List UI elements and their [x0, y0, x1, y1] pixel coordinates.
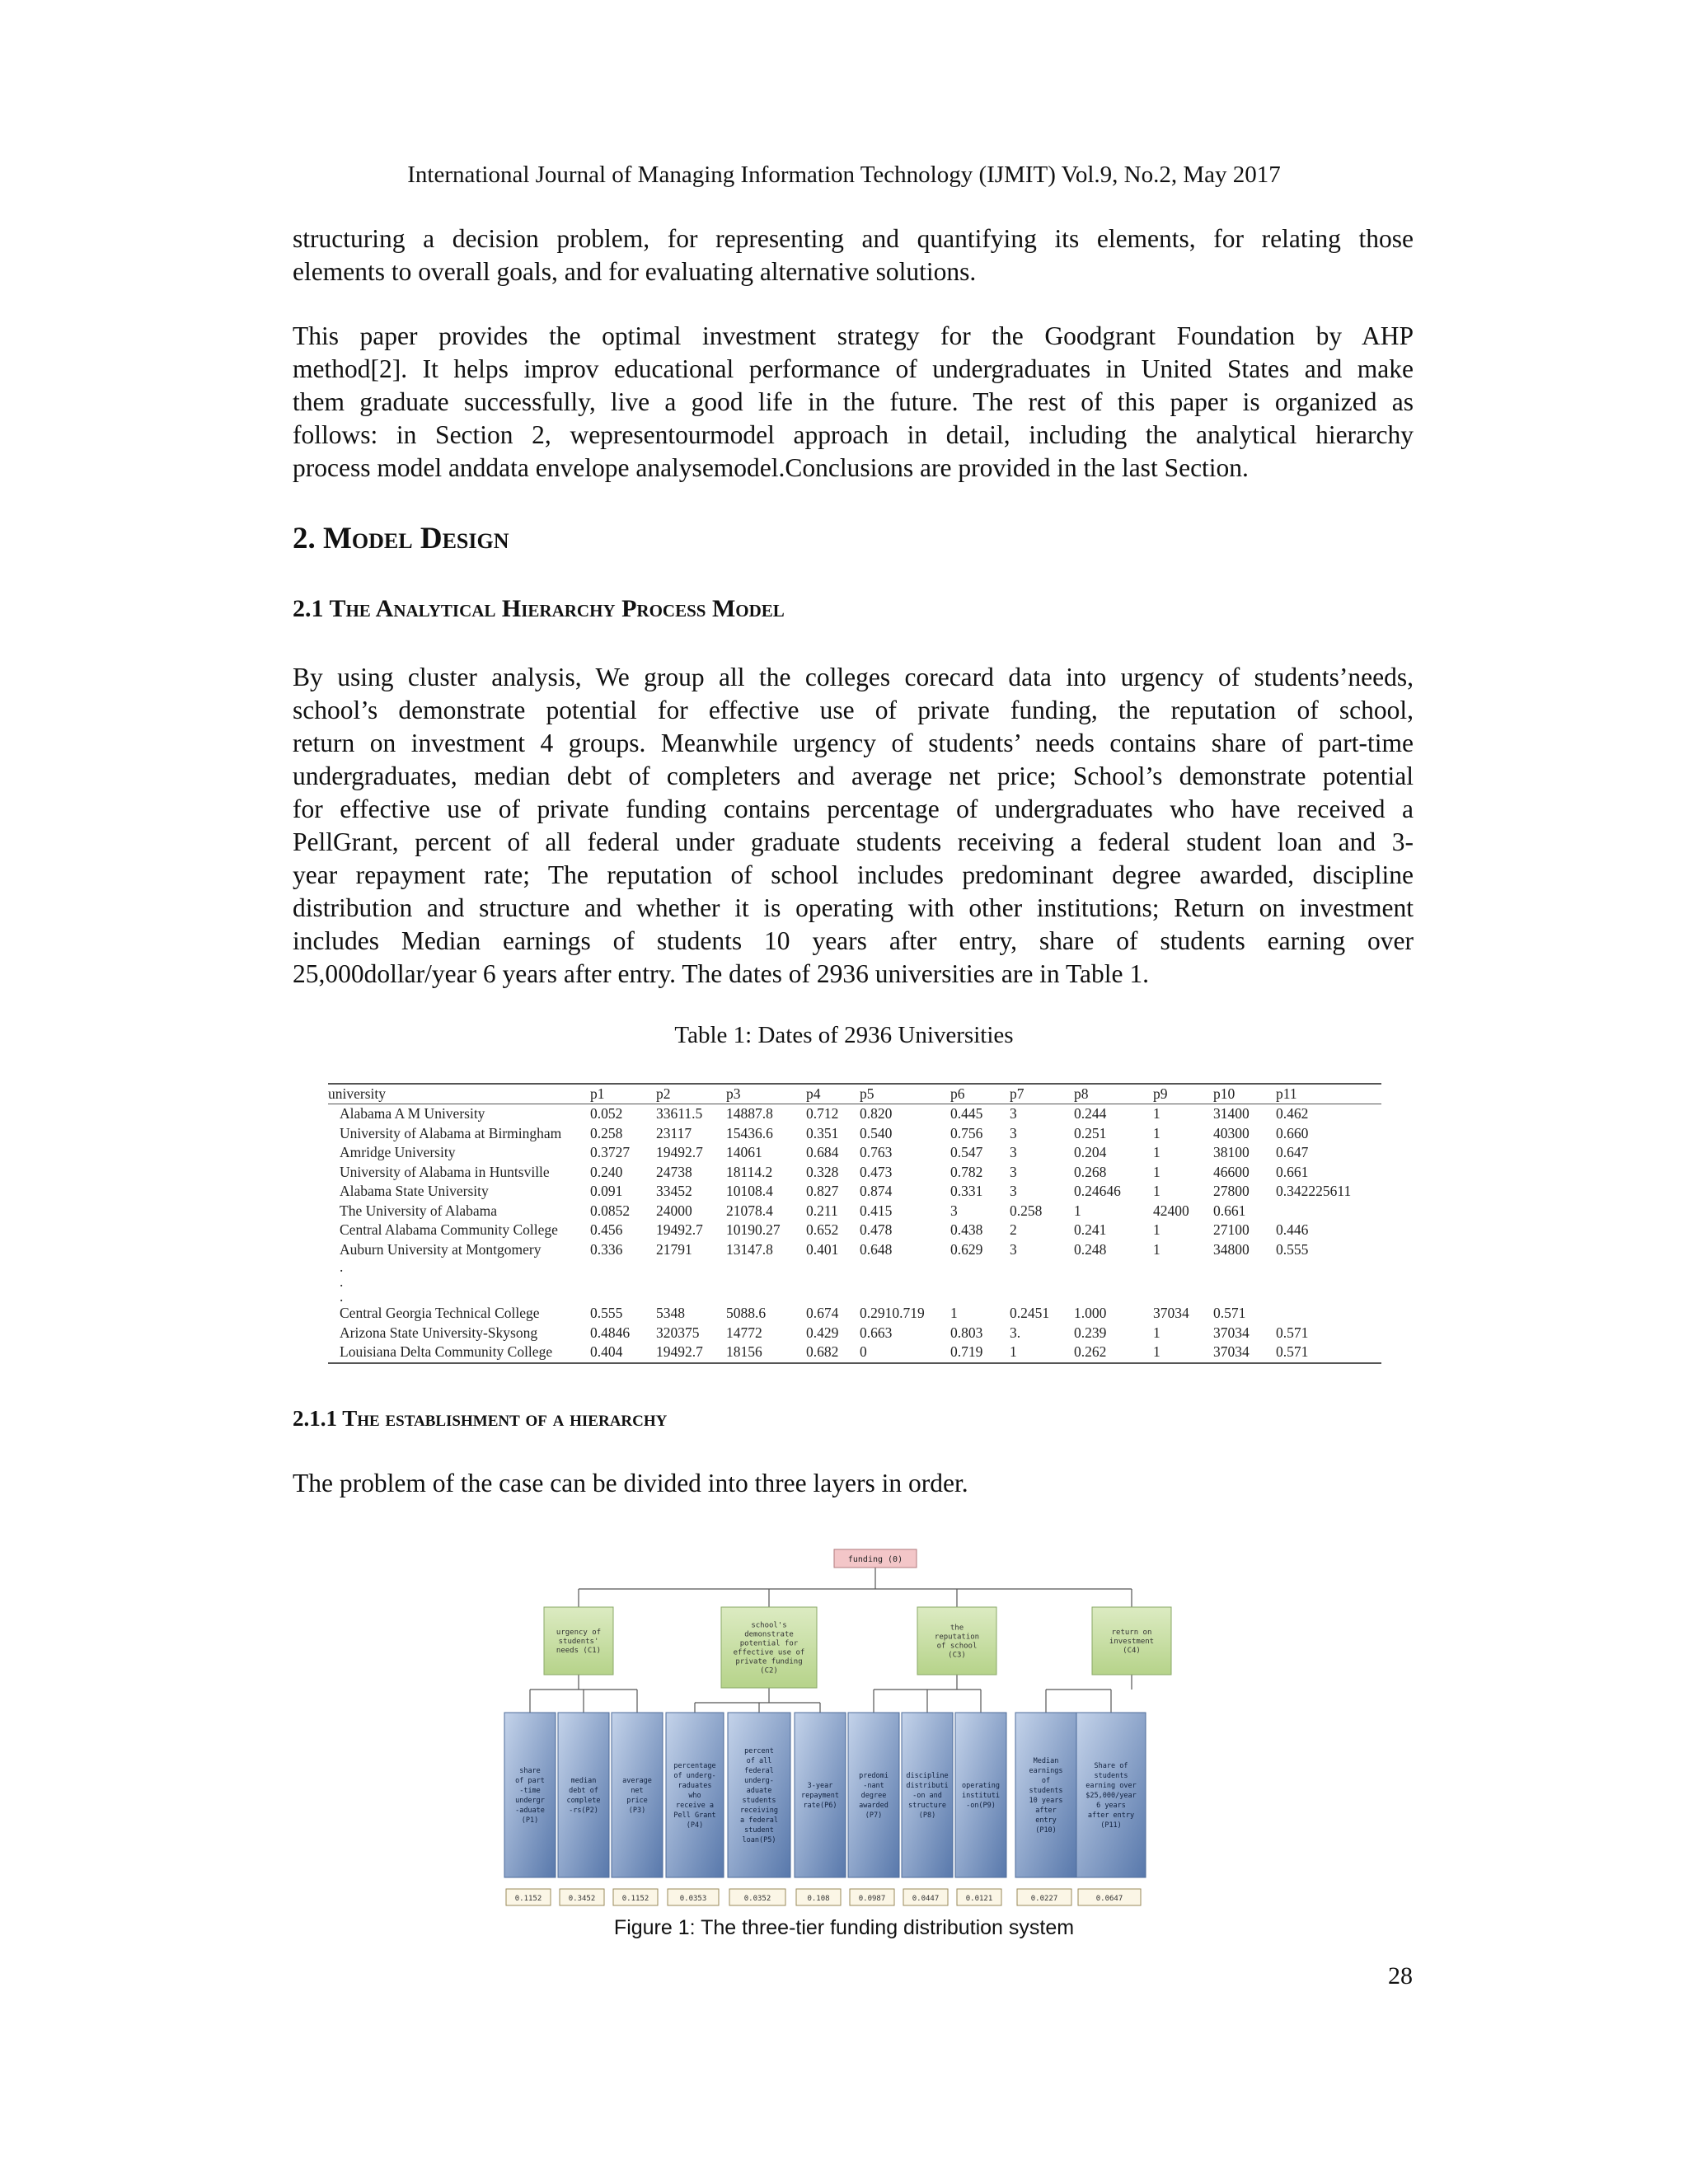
table-row — [328, 1104, 1381, 1124]
value-cell: 1.000 — [1074, 1305, 1107, 1322]
node-label-line: $25,000/year — [1085, 1792, 1137, 1800]
node-label-line: of — [1041, 1777, 1051, 1785]
node-label-line: students' — [558, 1637, 599, 1646]
value-cell: 0.052 — [590, 1105, 623, 1122]
column-header: p8 — [1074, 1084, 1153, 1104]
value-cell: 0.262 — [1074, 1343, 1153, 1363]
column-header: p2 — [656, 1084, 726, 1104]
node-label-line: of school — [936, 1642, 978, 1651]
node-label-line: Share of — [1094, 1762, 1128, 1770]
value-cell: 1 — [1153, 1324, 1160, 1341]
value-cell: 19492.7 — [656, 1144, 703, 1161]
ellipsis-row — [328, 1289, 1381, 1304]
ellipsis-row — [328, 1259, 1381, 1274]
value-cell: 3 — [1010, 1144, 1017, 1161]
column-header: p6 — [950, 1084, 1010, 1104]
node-label-line: investment — [1109, 1637, 1155, 1646]
column-header: p4 — [806, 1084, 860, 1104]
value-cell: 0.719 — [950, 1343, 1010, 1363]
university-name-cell: Alabama A M University — [340, 1105, 485, 1122]
table-body — [328, 1104, 1381, 1363]
node-label-line: of underg- — [673, 1772, 716, 1780]
text-line: them graduate successfully, live a good life in the future. The rest of this paper is organized as — [293, 387, 1414, 416]
value-cell: 0.803 — [950, 1324, 983, 1341]
column-header: p1 — [590, 1084, 656, 1104]
value-cell: 5088.6 — [726, 1305, 767, 1322]
value-cell: 0.674 — [806, 1305, 839, 1322]
table-row — [328, 1143, 1381, 1163]
node-label-line: of all — [746, 1757, 772, 1765]
value-cell: 15436.6 — [726, 1124, 773, 1141]
value-cell: 0.874 — [860, 1183, 893, 1200]
node-label-line: a federal — [739, 1816, 779, 1825]
figure-caption: Figure 1: The three-tier funding distribution system — [613, 1916, 1075, 1939]
node-label-line: students — [742, 1797, 776, 1805]
value-cell: 0.351 — [806, 1124, 839, 1141]
value-cell: 37034 — [1153, 1305, 1189, 1322]
paragraph-cluster-analysis — [293, 661, 1414, 991]
value-cell: 21078.4 — [726, 1202, 773, 1219]
indicator-node — [612, 1713, 663, 1877]
node-label-line: receiving — [739, 1807, 779, 1815]
node-label-line: (P7) — [865, 1811, 883, 1820]
value-cell: 3 — [1010, 1163, 1017, 1180]
node-label-line: repayment — [800, 1792, 840, 1800]
ellipsis-row — [328, 1274, 1381, 1289]
value-cell: 3 — [1010, 1240, 1017, 1258]
table-caption: Table 1: Dates of 2936 Universities — [674, 1022, 1014, 1048]
value-cell: 1 — [1153, 1343, 1213, 1363]
value-cell: 0.682 — [806, 1343, 860, 1363]
value-cell: 37034 — [1213, 1324, 1250, 1341]
text-line: elements to overall goals, and for evaluating alternative solutions. — [293, 257, 977, 286]
node-label-line: (P3) — [628, 1807, 646, 1815]
node-label-line: operating — [961, 1782, 1001, 1790]
value-cell: 34800 — [1213, 1240, 1250, 1258]
node-label-line: distributi — [906, 1782, 949, 1790]
value-cell: 0.648 — [860, 1240, 893, 1258]
value-cell: 2 — [1010, 1221, 1017, 1239]
node-label-line: percent — [744, 1747, 774, 1755]
text-line: This paper provides the optimal investment strategy for the Goodgrant Foundation by AHP — [293, 321, 1414, 350]
value-cell: 24738 — [656, 1163, 692, 1180]
value-cell: 0.336 — [590, 1240, 623, 1258]
value-cell: 0.248 — [1074, 1240, 1107, 1258]
node-label-line: loan(P5) — [742, 1836, 776, 1844]
value-cell: 18114.2 — [726, 1163, 773, 1180]
weight-value: 0.0353 — [679, 1895, 707, 1903]
node-label-line: (C2) — [760, 1666, 778, 1675]
text-line: follows: in Section 2, wepresentourmodel approach in detail, including the analytical hierarchy — [293, 420, 1414, 449]
value-cell: 0.445 — [950, 1105, 983, 1122]
value-cell: 0.647 — [1276, 1144, 1309, 1161]
text-line: By using cluster analysis, We group all the colleges corecard data into urgency of students’needs, — [293, 663, 1414, 691]
node-label-line: after — [1035, 1807, 1057, 1815]
value-cell: 0.555 — [1276, 1240, 1309, 1258]
value-cell: 1 — [1153, 1124, 1160, 1141]
table-row — [328, 1304, 1381, 1324]
value-cell: 1 — [1153, 1183, 1160, 1200]
weight-value: 0.0447 — [912, 1895, 940, 1903]
value-cell: 0.258 — [1010, 1202, 1043, 1219]
node-label-line: undergr — [515, 1797, 545, 1805]
indicator-node — [504, 1713, 556, 1877]
node-label-line: (P1) — [521, 1816, 539, 1825]
value-cell: 1 — [1153, 1144, 1160, 1161]
value-cell: 33452 — [656, 1183, 692, 1200]
node-label-line: -on and — [912, 1792, 942, 1800]
node-label-line: -nant — [863, 1782, 884, 1790]
table-row — [328, 1240, 1381, 1260]
table-row — [328, 1124, 1381, 1144]
table-header-row — [328, 1084, 1381, 1104]
value-cell: 0.663 — [860, 1324, 893, 1341]
value-cell: 1 — [1153, 1163, 1160, 1180]
node-label-line: Pell Grant — [673, 1811, 716, 1820]
value-cell: 1 — [1153, 1240, 1160, 1258]
value-cell: 27800 — [1213, 1183, 1250, 1200]
node-label-line: Median — [1033, 1757, 1059, 1765]
node-label-line: who — [688, 1792, 701, 1800]
paragraph-three-layers — [293, 1467, 1414, 1500]
value-cell: 0.342225611 — [1276, 1183, 1352, 1200]
value-cell: 0.661 — [1276, 1163, 1309, 1180]
value-cell: 0.540 — [860, 1124, 893, 1141]
value-cell: 10190.27 — [726, 1221, 781, 1239]
value-cell: 0.660 — [1276, 1124, 1309, 1141]
university-name-cell: Auburn University at Montgomery — [340, 1240, 542, 1258]
value-cell: 1 — [1010, 1343, 1074, 1363]
value-cell: 3 — [1010, 1124, 1017, 1141]
node-label-line: urgency of — [556, 1628, 602, 1637]
value-cell: 3 — [1010, 1105, 1017, 1122]
value-cell: 0.268 — [1074, 1163, 1107, 1180]
node-label-line: share — [519, 1767, 541, 1775]
value-cell: 0.0852 — [590, 1202, 631, 1219]
node-label-line: effective use of — [733, 1648, 805, 1657]
node-label-line: earning over — [1085, 1782, 1137, 1790]
value-cell: 1 — [950, 1305, 958, 1322]
table-row — [328, 1202, 1381, 1221]
node-label-line: -rs(P2) — [569, 1807, 598, 1815]
hierarchy-connectors — [530, 1568, 1132, 1713]
weight-value: 0.0647 — [1095, 1895, 1123, 1903]
value-cell: 0.2910.719 — [860, 1305, 925, 1322]
node-label-line: complete — [566, 1797, 601, 1805]
value-cell: 0.3727 — [590, 1144, 631, 1161]
node-label-line: the — [950, 1624, 964, 1633]
value-cell: 0.547 — [950, 1144, 983, 1161]
ellipsis-dot: . — [340, 1258, 344, 1275]
university-name-cell: University of Alabama at Birmingham — [340, 1124, 562, 1141]
paragraph-paper-overview — [293, 320, 1414, 485]
value-cell: 0.091 — [590, 1183, 623, 1200]
value-cell: 1 — [1074, 1202, 1081, 1219]
university-name-cell: Central Alabama Community College — [340, 1221, 558, 1239]
value-cell: 0.555 — [590, 1305, 623, 1322]
university-name-cell: Louisiana Delta Community College — [328, 1343, 590, 1363]
table-row — [328, 1343, 1381, 1363]
table-row — [328, 1324, 1381, 1343]
value-cell: 23117 — [656, 1124, 692, 1141]
value-cell: 0.661 — [1213, 1202, 1246, 1219]
value-cell: 0.331 — [950, 1183, 983, 1200]
university-name-cell: Amridge University — [340, 1144, 456, 1161]
node-label-line: median — [570, 1777, 597, 1785]
value-cell: 33611.5 — [656, 1105, 703, 1122]
value-cell: 0.782 — [950, 1163, 983, 1180]
node-label-line: (C3) — [948, 1651, 966, 1660]
value-cell: 0.446 — [1276, 1221, 1309, 1239]
value-cell: 0.251 — [1074, 1124, 1107, 1141]
indicator-node — [728, 1713, 790, 1877]
weight-value: 0.108 — [807, 1895, 830, 1903]
value-cell: 0.204 — [1074, 1144, 1107, 1161]
page-number: 28 — [1388, 1962, 1413, 1990]
column-header: p9 — [1153, 1084, 1213, 1104]
value-cell: 0.239 — [1074, 1324, 1107, 1341]
node-label-line: earnings — [1029, 1767, 1063, 1775]
value-cell: 19492.7 — [656, 1221, 703, 1239]
value-cell: 14061 — [726, 1144, 762, 1161]
value-cell — [1276, 1304, 1381, 1324]
root-label: funding (0) — [847, 1555, 903, 1564]
node-label-line: percentage — [673, 1762, 716, 1770]
node-label-line: entry — [1035, 1816, 1057, 1825]
value-cell: 0.456 — [590, 1221, 623, 1239]
section-heading: 2. Model Design — [293, 522, 509, 555]
node-label-line: federal — [744, 1767, 774, 1775]
node-label-line: (P8) — [918, 1811, 936, 1820]
text-line: process model anddata envelope analysemodel.Conclusions are provided in the last Section. — [293, 453, 1249, 482]
value-cell: 0.415 — [860, 1202, 893, 1219]
node-label-line: reputation — [934, 1633, 980, 1642]
node-label-line: awarded — [859, 1802, 889, 1810]
value-cell: 27100 — [1213, 1221, 1250, 1239]
value-cell: 0.211 — [806, 1202, 838, 1219]
journal-header: International Journal of Managing Information Technology (IJMIT) Vol.9, No.2, May 2017 — [407, 162, 1281, 188]
node-label-line: -time — [519, 1787, 541, 1795]
node-label-line: receive a — [675, 1802, 715, 1810]
column-header: p3 — [726, 1084, 806, 1104]
column-header: university — [328, 1084, 590, 1104]
value-cell: 0.478 — [860, 1221, 893, 1239]
node-label-line: -aduate — [515, 1807, 545, 1815]
value-cell: 3 — [1010, 1183, 1017, 1200]
subsubsection-heading-text: 2.1.1 The establishment of a hierarchy — [293, 1406, 668, 1431]
subsubsection-heading — [293, 1406, 667, 1432]
node-label-line: raduates — [678, 1782, 712, 1790]
weight-value: 0.1152 — [514, 1895, 542, 1903]
node-label-line: (C4) — [1123, 1646, 1141, 1655]
indicator-node — [1015, 1713, 1076, 1877]
value-cell: 0.763 — [860, 1144, 893, 1161]
node-label-line: degree — [860, 1792, 887, 1800]
value-cell: 0.571 — [1213, 1305, 1246, 1322]
weight-value: 0.0227 — [1030, 1895, 1058, 1903]
value-cell: 3. — [1010, 1324, 1021, 1341]
node-label-line: students — [1094, 1772, 1128, 1780]
value-cell: 46600 — [1213, 1163, 1250, 1180]
university-name-cell: The University of Alabama — [340, 1202, 497, 1219]
node-label-line: rate(P6) — [803, 1802, 837, 1810]
ellipsis-dot: . — [340, 1287, 344, 1305]
node-label-line: (P10) — [1035, 1826, 1057, 1835]
weight-value: 0.0987 — [858, 1895, 886, 1903]
column-header: p5 — [860, 1084, 950, 1104]
text-line: 25,000dollar/year 6 years after entry. The dates of 2936 universities are in Table 1. — [293, 959, 1149, 988]
node-label-line: students — [1029, 1787, 1063, 1795]
value-cell: 0.24646 — [1074, 1183, 1121, 1200]
universities-table — [328, 1083, 1381, 1364]
weight-value: 0.1152 — [621, 1895, 649, 1903]
value-cell: 42400 — [1153, 1202, 1189, 1219]
value-cell: 0.429 — [806, 1324, 839, 1341]
university-name-cell: Alabama State University — [340, 1183, 489, 1200]
text-line: structuring a decision problem, for representing and quantifying its elements, for relating those — [293, 224, 1414, 253]
value-cell: 13147.8 — [726, 1240, 773, 1258]
value-cell: 0.241 — [1074, 1221, 1107, 1239]
column-header: p10 — [1213, 1084, 1276, 1104]
weight-value: 0.0352 — [743, 1895, 771, 1903]
node-label-line: 10 years — [1029, 1797, 1063, 1805]
node-label-line: potential for — [739, 1639, 799, 1648]
value-cell: 0.2451 — [1010, 1305, 1050, 1322]
node-label-line: instituti — [961, 1792, 1001, 1800]
value-cell: 31400 — [1213, 1105, 1250, 1122]
value-cell: 0.712 — [806, 1105, 839, 1122]
value-cell: 0 — [860, 1343, 950, 1363]
value-cell: 0.401 — [806, 1240, 839, 1258]
table-row — [328, 1163, 1381, 1183]
text-line: method[2]. It helps improv educational performance of undergraduates in United States and make — [293, 354, 1414, 383]
value-cell: 14887.8 — [726, 1105, 773, 1122]
text-line: includes Median earnings of students 10 years after entry, share of students earning over — [293, 926, 1414, 955]
value-cell: 0.4846 — [590, 1324, 631, 1341]
node-label-line: aduate — [746, 1787, 772, 1795]
value-cell: 10108.4 — [726, 1183, 773, 1200]
node-label-line: school's — [751, 1621, 787, 1630]
node-label-line: (P4) — [686, 1821, 704, 1830]
value-cell: 0.820 — [860, 1105, 893, 1122]
node-label-line: private funding — [735, 1657, 803, 1666]
text-line: PellGrant, percent of all federal under graduate students receiving a federal student loan and 3- — [293, 827, 1414, 856]
hierarchy-nodes — [504, 1549, 1171, 1905]
weight-value: 0.0121 — [965, 1895, 993, 1903]
node-label-line: discipline — [906, 1772, 949, 1780]
value-cell: 19492.7 — [656, 1343, 726, 1363]
node-label-line: underg- — [744, 1777, 774, 1785]
node-label-line: student — [744, 1826, 774, 1835]
node-label-line: net — [631, 1787, 644, 1795]
value-cell: 21791 — [656, 1240, 692, 1258]
university-name-cell: Arizona State University-Skysong — [340, 1324, 538, 1341]
value-cell: 1 — [1153, 1221, 1160, 1239]
text-line: year repayment rate; The reputation of school includes predominant degree awarded, discipline — [293, 860, 1414, 889]
university-name-cell: University of Alabama in Huntsville — [340, 1163, 550, 1180]
table-row — [328, 1221, 1381, 1240]
node-label-line: needs (C1) — [556, 1646, 602, 1655]
value-cell: 0.462 — [1276, 1105, 1309, 1122]
value-cell: 0.684 — [806, 1144, 839, 1161]
node-label-line: structure — [907, 1802, 947, 1810]
text-line: school’s demonstrate potential for effective use of private funding, the reputation of school, — [293, 696, 1414, 724]
node-label-line: of part — [515, 1777, 545, 1785]
column-header: p11 — [1276, 1084, 1381, 1104]
value-cell: 5348 — [656, 1305, 685, 1322]
value-cell: 40300 — [1213, 1124, 1250, 1141]
column-header: p7 — [1010, 1084, 1074, 1104]
text-line: undergraduates, median debt of completers and average net price; School’s demonstrate potential — [293, 762, 1414, 790]
text-line: The problem of the case can be divided into three layers in order. — [293, 1469, 968, 1497]
ellipsis-dot: . — [340, 1272, 344, 1290]
value-cell: 0.438 — [950, 1221, 983, 1239]
hierarchy-figure — [495, 1540, 1220, 1903]
node-label-line: debt of — [569, 1787, 598, 1795]
value-cell — [1276, 1202, 1381, 1221]
value-cell: 3 — [950, 1202, 958, 1219]
value-cell: 320375 — [656, 1324, 700, 1341]
value-cell: 24000 — [656, 1202, 692, 1219]
node-label-line: after entry — [1087, 1811, 1135, 1820]
value-cell: 0.258 — [590, 1124, 623, 1141]
node-label-line: average — [622, 1777, 652, 1785]
value-cell: 0.756 — [950, 1124, 983, 1141]
text-line: distribution and structure and whether it is operating with other institutions; Return on investment — [293, 893, 1414, 922]
value-cell: 0.571 — [1276, 1343, 1381, 1363]
value-cell: 0.629 — [950, 1240, 983, 1258]
table-row — [328, 1182, 1381, 1202]
value-cell: 37034 — [1213, 1343, 1276, 1363]
node-label-line: -on(P9) — [966, 1802, 996, 1810]
value-cell: 38100 — [1213, 1144, 1250, 1161]
value-cell: 0.404 — [590, 1343, 656, 1363]
value-cell: 0.240 — [590, 1163, 623, 1180]
node-label-line: 3-year — [807, 1782, 833, 1790]
value-cell: 0.652 — [806, 1221, 839, 1239]
text-line: return on investment 4 groups. Meanwhile urgency of students’ needs contains share of part-time — [293, 729, 1414, 757]
value-cell: 1 — [1153, 1105, 1160, 1122]
university-name-cell: Central Georgia Technical College — [340, 1305, 540, 1322]
value-cell: 0.328 — [806, 1163, 839, 1180]
indicator-node — [558, 1713, 609, 1877]
value-cell: 18156 — [726, 1343, 806, 1363]
subsection-heading: 2.1 The Analytical Hierarchy Process Model — [293, 595, 785, 622]
node-label-line: predomi — [859, 1772, 889, 1780]
node-label-line: price — [626, 1797, 648, 1805]
node-label-line: (P11) — [1100, 1821, 1122, 1830]
value-cell: 0.827 — [806, 1183, 839, 1200]
value-cell: 0.244 — [1074, 1105, 1107, 1122]
paragraph-intro-continued — [293, 223, 1414, 288]
value-cell: 0.571 — [1276, 1324, 1309, 1341]
node-label-line: demonstrate — [744, 1630, 794, 1639]
weight-value: 0.3452 — [568, 1895, 596, 1903]
node-label-line: 6 years — [1096, 1802, 1126, 1810]
text-line: for effective use of private funding contains percentage of undergraduates who have received a — [293, 794, 1414, 823]
node-label-line: return on — [1111, 1628, 1152, 1637]
value-cell: 0.473 — [860, 1163, 893, 1180]
value-cell: 14772 — [726, 1324, 762, 1341]
